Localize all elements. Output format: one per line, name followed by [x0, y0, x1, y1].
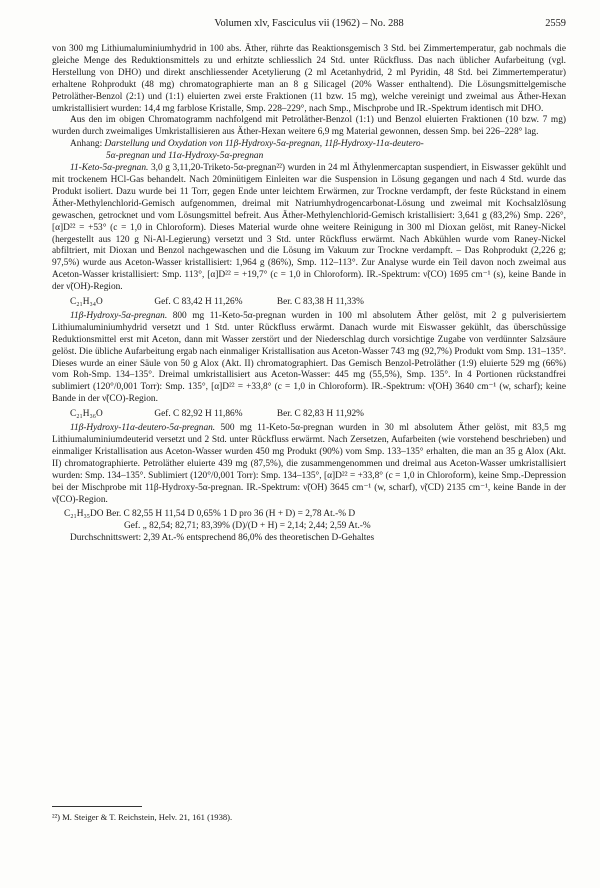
appendix-title: Darstellung und Oxydation von 11β-Hydroxy-5α-pregnan, 11β-Hydroxy-11α-deutero-: [104, 139, 424, 150]
deuterium-analysis: [52, 509, 566, 545]
analysis-row-found: Gef. „ 82,54; 82,71; 83,39% (D)/(D + H) = 2,14; 2,44; 2,59 At.-%: [124, 521, 371, 532]
found-values: Gef. C 82,92 H 11,86%: [154, 409, 243, 420]
paragraph-eluted-fractions: Aus den im obigen Chromatogramm nachfolgend mit Petroläther-Benzol (1:1) und Benzol eluierten Fraktionen (10 bzw. 7 mg) wurden durch zweimaliges Umkristallisieren aus Äther-Hexan weitere 6,9 mg Material gewonnen, dessen Smp. bei 226–228° lag.: [52, 115, 566, 138]
paragraph-text: 3,0 g 3,11,20-Triketo-5α-pregnan²²) wurden in 24 ml Äthylenmercaptan suspendiert, in Eiswasser gekühlt und mit trockenem HCl-Gas behandelt. Nach 20minütigem Einleiten war die Suspension in Lösung gegangen und nach 4 Std. wurde das Produkt isoliert. Dazu wurde bei 11 Torr, gegen Ende unter leichtem Erwärmen, zur Trockne verdampft, der feste Rückstand in einem Äther-Methylenchlorid-Gemisch aufgenommen, dreimal mit Natriumhydrogencarbonat-Lösung und zweimal mit Kochsalzlösung gewaschen, getrocknet und vom Lösungsmittel befreit. Aus Äther-Methylenchlorid-Gemisch kristallisiert: 3,641 g (83,2%) Smp. 226°, [α]D²² = +53° (c = 1,0 in Chloroform). Dieses Material wurde ohne weitere Reinigung in 300 ml Dioxan gelöst, mit Raney-Nickel (hergestellt aus 120 g Ni-Al-Legierung) versetzt und 3 Std. unter Rückfluss erwärmt. Nach Abkühlen wurde vom Raney-Nickel abfiltriert, mit Dioxan und Benzol nachgewaschen und die Lösung im Vakuum zur Trockne verdampft. – Das Rohprodukt (2,226 g; 97,5%) wurde aus Aceton-Wasser kristallisiert: 1,964 g (86%), Smp. 112–113°. Zur Analyse wurde ein Teil davon noch zweimal aus Aceton-Wasser kristallisiert: Smp. 113°, [α]D²² = +19,7° (c = 1,0 in Chloroform). IR.-Spektrum: ν̃(CO) 1695 cm⁻¹ (s), keine Bande in der ν̃(OH)-Region.: [52, 163, 566, 293]
footnote-rule: [52, 806, 142, 807]
calculated-values: Ber. C 83,38 H 11,33%: [276, 297, 364, 308]
journal-citation: Volumen xlv, Fasciculus vii (1962) – No. 288: [214, 18, 404, 29]
paragraph-keto-pregnan: [52, 163, 566, 294]
paragraph-text: 500 mg 11-Keto-5α-pregnan wurden in 30 ml absolutem Äther gelöst, mit 83,5 mg Lithiumaluminiumdeuterid versetzt und 2 Std. unter Rückfluss erwärmt. Nach Zersetzen, Aufarbeiten (wie vorstehend beschrieben) und einmaliger Kristallisation aus Aceton-Wasser wurden 450 mg Produkt (90%) vom Smp. 133–135° erhalten, die man an 35 g Alox (Akt. II) chromatographierte. Petroläther eluierte 439 mg (87,5%), die zusammengenommen und dreimal aus Aceton-Wasser umkristallisiert wurden: Smp. 134–135°. Sublimiert (120°/0,001 Torr): Smp. 134–135°, [α]D²² = +33,8° (c = 1,0 in Chloroform), keine Smp.-Depression bei der Mischprobe mit 11β-Hydroxy-5α-pregnan. IR.-Spektrum: ν̃(OH) 3645 cm⁻¹ (w, scharf), ν̃(CD) 2135 cm⁻¹, keine Bande in der ν̃(CO)-Region.: [52, 423, 566, 505]
running-header: [52, 18, 566, 34]
paragraph-text: 800 mg 11-Keto-5α-pregnan wurden in 100 ml absolutem Äther gelöst, mit 2 g pulverisiertem Lithiumaluminiumhydrid versetzt und 1 Std. unter Rückfluss erwärmt. Danach wurde mit Eiswasser gekühlt, das überschüssige Reduktionsmittel erst mit Aceton, dann mit Wasser zerstört und der Niederschlag durch vorsichtige Zugabe von verdünnter Salzsäure gelöst. Die übliche Aufarbeitung ergab nach einmaliger Kristallisation aus Aceton-Wasser 743 mg (92,7%) Produkt vom Smp. 131–135°. Dieses wurde an einer Säule von 50 g Alox (Akt. II) chromatographiert. Das Gemisch Benzol-Petroläther (1:9) eluierte 529 mg (66%) vom Roh-Smp. 134–135°. Dreimal umkristallisiert aus Aceton-Wasser: 445 mg (55,5%), Smp. 135°. In 4 Portionen rückstandfrei sublimiert (120°/0,001 Torr): Smp. 135°, [α]D²² = +33,8° (c = 1,0 in Chloroform). IR.-Spektrum: ν̃(OH) 3640 cm⁻¹ (w, scharf); keine Bande in der ν̃(CO)-Region.: [52, 310, 566, 405]
paragraph-continued: von 300 mg Lithiumaluminiumhydrid in 100 abs. Äther, rührte das Reaktionsgemisch 3 Std. bei Zimmertemperatur, gab nochmals die gleiche Menge des Reduktionsmittels zu und erhitzte schliesslich 24 Std. unter Rückfluss. Das nach üblicher Aufarbeitung (vgl. Herstellung von DHO) und direkt anschliessender Acetylierung (2 ml Acetanhydrid, 2 ml Pyridin, 48 Std. bei Zimmertemperatur) erhaltene Rohprodukt (48 mg) chromatographierte man an 8 g Silicagel (20% Wasser enthaltend). Die Lösungsmittelgemische Petroläther-Benzol (2:1) und (1:1) eluierten zwei erste Fraktionen (11 bzw. 15 mg), welche vereinigt und zweimal aus Äther-Hexan umkristallisiert wurden: 14,4 mg farblose Kristalle, Smp. 228–229°, nach Smp., Mischprobe und IR.-Spektrum identisch mit DHO.: [52, 44, 566, 114]
footnote: ²²) M. Steiger & T. Reichstein, Helv. 21, 161 (1938).: [52, 812, 233, 822]
page-number: 2559: [545, 18, 566, 29]
analysis-line: [52, 297, 566, 309]
appendix-title-line2: 5α-pregnan und 11α-Hydroxy-5α-pregnan: [106, 151, 264, 162]
calculated-values: Ber. C 82,83 H 11,92%: [276, 409, 364, 420]
compound-heading: 11-Keto-5α-pregnan.: [70, 163, 149, 174]
molecular-formula: C₂₁H₃₆O: [70, 409, 103, 420]
analysis-row-calculated: C₂₁H₃₅DO Ber. C 82,55 H 11,54 D 0,65% 1 D pro 36 (H + D) = 2,78 At.-% D: [64, 509, 356, 520]
paragraph-hydroxy-pregnan: [52, 311, 566, 406]
compound-heading: 11β-Hydroxy-11α-deutero-5α-pregnan.: [70, 423, 216, 434]
paragraph-deutero-pregnan: [52, 423, 566, 506]
compound-heading: 11β-Hydroxy-5α-pregnan.: [70, 310, 168, 321]
analysis-row-average: Durchschnittswert: 2,39 At.-% entsprechend 86,0% des theoretischen D-Gehaltes: [70, 533, 375, 544]
appendix-heading: [52, 139, 566, 163]
appendix-label: Anhang:: [70, 139, 103, 150]
found-values: Gef. C 83,42 H 11,26%: [154, 297, 243, 308]
article-body: [52, 44, 566, 545]
analysis-line: [52, 409, 566, 421]
molecular-formula: C₂₁H₃₄O: [70, 297, 103, 308]
